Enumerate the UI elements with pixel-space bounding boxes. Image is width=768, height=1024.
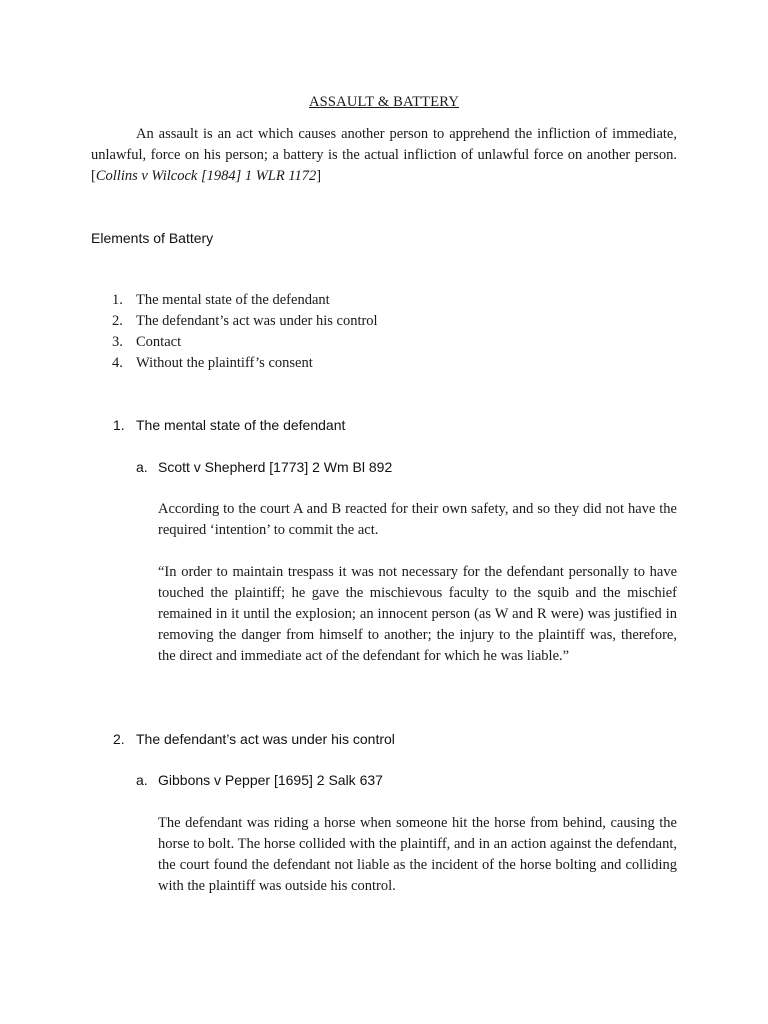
case-title: Gibbons v Pepper [1695] 2 Salk 637 [158,772,383,788]
case-quote-paragraph: “In order to maintain trespass it was not necessary for the defendant personally to have touched the plaintiff; he gave the mischievous faculty to the squib and the mischief remained in it until the explosion; an innocent person (as W and R were) was justified in removing the danger from himself to another; the injury to the plaintiff was, therefore, the direct and immediate act of the defendant for which he was liable.” [158,564,677,664]
list-item-text: Without the plaintiff’s consent [136,355,313,371]
section-number: 1. [113,417,125,433]
case-paragraph: The defendant was riding a horse when someone hit the horse from behind, causing the horse to bolt. The horse collided with the plaintiff, and in an action against the defendant, the court found the defendant not liable as the incident of the horse bolting and colliding with the plaintiff was outside his control. [158,815,677,894]
case-paragraph: According to the court A and B reacted for their own safety, and so they did not have the required ‘intention’ to commit the act. [158,501,677,538]
case-heading-scott-v-shepherd [136,459,392,475]
intro-text: An assault is an act which causes another person to apprehend the infliction of immediate, unlawful, force on his person; a battery is the actual infliction of unlawful force on another person. [ [91,126,677,184]
section-heading-control [113,731,395,747]
list-item-number: 4. [112,355,123,371]
section-title: The defendant’s act was under his control [136,731,395,747]
intro-close-bracket: ] [316,168,322,184]
list-item-text: The mental state of the defendant [136,292,330,308]
case-heading-gibbons-v-pepper [136,772,383,788]
list-item-text: Contact [136,334,182,350]
list-item-number: 3. [112,334,123,350]
document-title: ASSAULT & BATTERY [308,94,460,110]
list-item-number: 2. [112,313,123,329]
list-item [112,332,378,353]
elements-list [112,290,378,374]
intro-case-citation: Collins v Wilcock [1984] 1 WLR 1172 [95,168,317,184]
elements-heading: Elements of Battery [91,230,214,246]
list-item-number: 1. [112,292,123,308]
section-title: The mental state of the defendant [136,417,346,433]
list-item [112,311,378,332]
section-number: 2. [113,731,125,747]
case-title: Scott v Shepherd [1773] 2 Wm Bl 892 [158,459,393,475]
list-item [112,353,378,374]
case-letter: a. [136,459,148,475]
section-heading-mental-state [113,417,345,433]
intro-paragraph [91,124,677,187]
list-item-text: The defendant’s act was under his control [136,313,378,329]
case-letter: a. [136,772,148,788]
list-item [112,290,378,311]
